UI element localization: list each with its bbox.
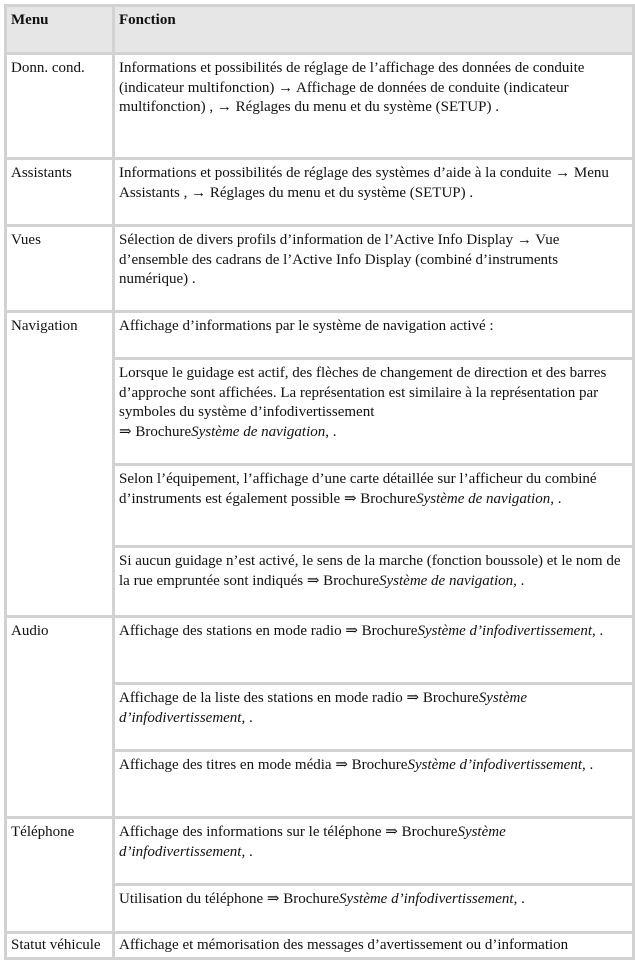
function-cell-navigation-intro bbox=[114, 312, 634, 359]
header-menu: Menu bbox=[6, 6, 114, 54]
function-text: Utilisation du téléphone ⇒ Brochure bbox=[119, 891, 340, 907]
function-cell-telephone-use bbox=[114, 885, 634, 933]
table-row-audio bbox=[6, 617, 634, 684]
function-cell-audio-stations bbox=[114, 617, 634, 684]
brochure-link[interactable]: Système d’infodivertissement bbox=[119, 824, 506, 860]
function-text: Affichage de la liste des stations en mode radio ⇒ Brochure bbox=[119, 690, 479, 706]
brochure-link[interactable]: Système d’infodivertissement bbox=[119, 690, 527, 726]
function-cell-assistants: Informations et possibilités de réglage des systèmes d’aide à la conduite → Menu Assistants , → Réglages du menu et du système (SETUP) . bbox=[114, 159, 634, 226]
function-cell-navigation-guidance bbox=[114, 359, 634, 465]
function-cell-navigation-map bbox=[114, 465, 634, 547]
header-fonction: Fonction bbox=[114, 6, 634, 54]
ref-suffix: , . bbox=[325, 423, 337, 440]
ref-suffix: , . bbox=[513, 891, 525, 907]
menu-cell-vues: Vues bbox=[6, 226, 114, 312]
ref-suffix: , . bbox=[592, 623, 604, 639]
function-text: Affichage des informations sur le téléphone ⇒ Brochure bbox=[119, 824, 458, 840]
function-cell-telephone-info bbox=[114, 818, 634, 885]
brochure-link[interactable]: Système d’infodivertissement bbox=[407, 757, 582, 773]
table-row-telephone bbox=[6, 818, 634, 885]
menu-cell-assistants: Assistants bbox=[6, 159, 114, 226]
function-text: Affichage des titres en mode média ⇒ Brochure bbox=[119, 757, 408, 773]
menu-cell-audio: Audio bbox=[6, 617, 114, 818]
table-row-assistants bbox=[6, 159, 634, 226]
table-row-vues bbox=[6, 226, 634, 312]
menu-function-table bbox=[4, 4, 635, 960]
function-text: Affichage d’informations par le système de navigation activé : bbox=[119, 318, 494, 334]
menu-cell-navigation: Navigation bbox=[6, 312, 114, 617]
function-cell-vues: Sélection de divers profils d’information de l’Active Info Display → Vue d’ensemble des cadrans de l’Active Info Display (combiné d’instruments numérique) . bbox=[114, 226, 634, 312]
brochure-link[interactable]: Système d’infodivertissement bbox=[417, 623, 593, 639]
ref-suffix: , . bbox=[513, 572, 525, 589]
brochure-link[interactable]: Système de navigation bbox=[191, 423, 326, 440]
function-text: Affichage des stations en mode radio ⇒ Brochure bbox=[119, 623, 418, 639]
table-row-statut-vehicule bbox=[6, 933, 634, 959]
table-row-navigation bbox=[6, 312, 634, 359]
function-cell-statut-vehicule: Affichage et mémorisation des messages d’avertissement ou d’information bbox=[114, 933, 634, 959]
table-header-row bbox=[6, 6, 634, 54]
table-row-donn-cond bbox=[6, 54, 634, 159]
ref-suffix: , . bbox=[550, 490, 562, 507]
brochure-link[interactable]: Système de navigation bbox=[379, 572, 514, 589]
ref-suffix: , . bbox=[241, 843, 253, 860]
menu-cell-statut-vehicule: Statut véhicule bbox=[6, 933, 114, 959]
brochure-link[interactable]: Système d’infodivertissement bbox=[339, 891, 514, 907]
function-cell-audio-media-titles bbox=[114, 751, 634, 818]
brochure-ref-prefix: ⇒ Brochure bbox=[119, 423, 192, 440]
brochure-link[interactable]: Système de navigation bbox=[416, 490, 551, 507]
function-cell-navigation-compass bbox=[114, 547, 634, 617]
ref-suffix: , . bbox=[241, 709, 253, 726]
menu-cell-telephone: Téléphone bbox=[6, 818, 114, 933]
function-text: Lorsque le guidage est actif, des flèches de changement de direction et des barres d’approche sont affichées. La représentation est similaire à la représentation par symboles du système d’infodivertissement bbox=[119, 365, 607, 420]
function-text: Selon l’équipement, l’affichage d’une carte détaillée sur l’afficheur du combiné d’instruments est également possible ⇒ Brochure bbox=[119, 471, 597, 507]
function-cell-audio-station-list bbox=[114, 684, 634, 751]
function-text: Si aucun guidage n’est activé, le sens de la marche (fonction boussole) et le nom de la rue empruntée sont indiqués ⇒ Brochure bbox=[119, 553, 621, 589]
menu-cell-donn-cond: Donn. cond. bbox=[6, 54, 114, 159]
ref-suffix: , . bbox=[582, 757, 594, 773]
function-cell-donn-cond: Informations et possibilités de réglage de l’affichage des données de conduite (indicateur multifonction) → Affichage de données de conduite (indicateur multifonction) , → Réglages du menu et du système (SETUP) . bbox=[114, 54, 634, 159]
